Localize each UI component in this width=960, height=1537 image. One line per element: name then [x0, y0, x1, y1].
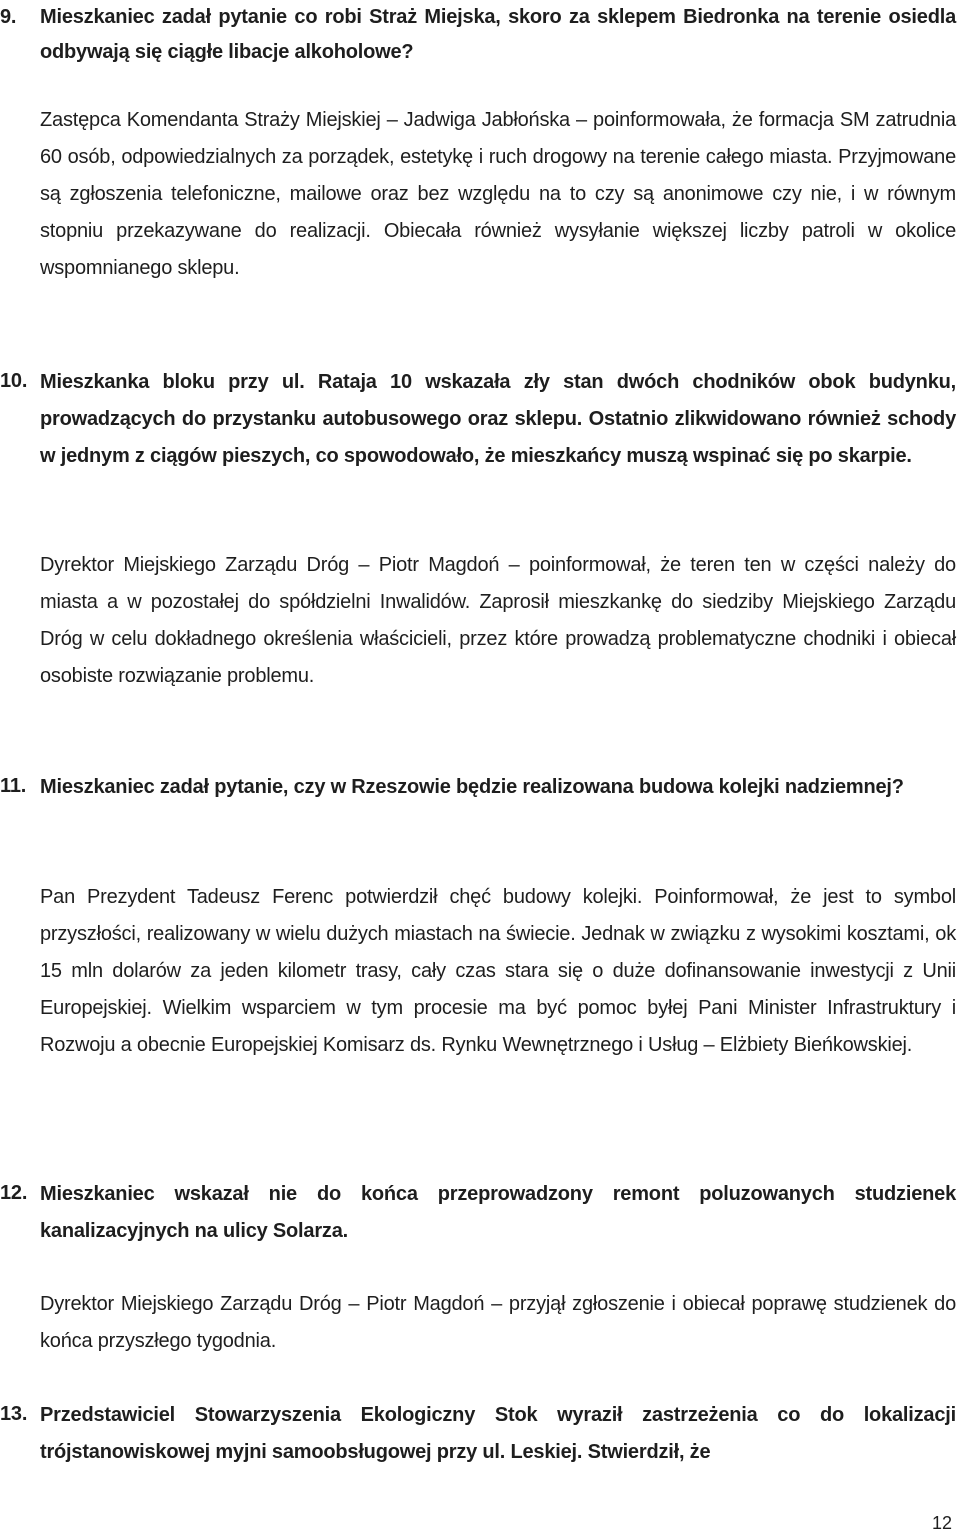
answer-paragraph: Dyrektor Miejskiego Zarządu Dróg – Piotr Magdoń – poinformował, że teren ten w części należy do miasta a w pozostałej do spółdzielni Inwalidów. Zaprosił mieszkankę do siedziby Miejskiego Zarządu Dróg w celu dokładnego określenia właścicieli, przez które prowadzą problematyczne chodniki i obiecał osobiste rozwiązanie problemu.	[40, 554, 956, 687]
answer-paragraph: Pan Prezydent Tadeusz Ferenc potwierdził chęć budowy kolejki. Poinformował, że jest to symbol przyszłości, realizowany w wielu dużych miastach na świecie. Jednak w związku z wysokimi kosztami, ok 15 mln dolarów za jeden kilometr trasy, cały czas stara się o duże dofinansowanie inwestycji z Unii Europejskiej. Wielkim wsparciem w tym procesie ma być pomoc byłej Pani Minister Infrastruktury i Rozwoju a obecnie Europejskiej Komisarz ds. Rynku Wewnętrznego i Usług – Elżbiety Bieńkowskiej.	[40, 886, 956, 1056]
page-number: 12	[931, 1513, 952, 1533]
question-text: Mieszkaniec zadał pytanie, czy w Rzeszowie będzie realizowana budowa kolejki nadziemnej?	[40, 776, 904, 798]
item-number: 11.	[0, 775, 27, 797]
question-block	[0, 1176, 960, 1250]
question-block	[0, 0, 960, 70]
item-number: 12.	[0, 1182, 28, 1204]
item-number: 9.	[0, 6, 17, 28]
question-text: Mieszkaniec wskazał nie do końca przeprowadzony remont poluzowanych studzienek kanalizacyjnych na ulicy Solarza.	[40, 1183, 956, 1242]
question-text: Przedstawiciel Stowarzyszenia Ekologiczny Stok wyraził zastrzeżenia co do lokalizacji trójstanowiskowej myjni samoobsługowej przy ul. Leskiej. Stwierdził, że	[40, 1404, 956, 1463]
item-number: 10.	[0, 370, 28, 392]
item-10	[0, 364, 960, 475]
item-12	[0, 1176, 960, 1250]
question-block	[0, 364, 960, 475]
item-number: 13.	[0, 1403, 28, 1425]
item-11	[0, 769, 960, 806]
item-13	[0, 1397, 960, 1471]
question-block	[0, 769, 960, 806]
question-text: Mieszkaniec zadał pytanie co robi Straż Miejska, skoro za sklepem Biedronka na terenie osiedla odbywają się ciągłe libacje alkoholowe?	[40, 6, 956, 63]
answer-paragraph: Dyrektor Miejskiego Zarządu Dróg – Piotr Magdoń – przyjął zgłoszenie i obiecał poprawę studzienek do końca przyszłego tygodnia.	[40, 1293, 956, 1352]
question-block	[0, 1397, 960, 1471]
question-text: Mieszkanka bloku przy ul. Rataja 10 wskazała zły stan dwóch chodników obok budynku, prowadzących do przystanku autobusowego oraz sklepu. Ostatnio zlikwidowano również schody w jednym z ciągów pieszych, co spowodowało, że mieszkańcy muszą wspinać się po skarpie.	[40, 371, 956, 467]
item-9	[0, 0, 960, 70]
answer-paragraph: Zastępca Komendanta Straży Miejskiej – Jadwiga Jabłońska – poinformowała, że formacja SM zatrudnia 60 osób, odpowiedzialnych za porządek, estetykę i ruch drogowy na terenie całego miasta. Przyjmowane są zgłoszenia telefoniczne, mailowe oraz bez względu na to czy są anonimowe czy nie, i w równym stopniu przekazywane do realizacji. Obiecała również wysyłanie większej liczby patroli w okolice wspomnianego sklepu.	[40, 109, 956, 279]
